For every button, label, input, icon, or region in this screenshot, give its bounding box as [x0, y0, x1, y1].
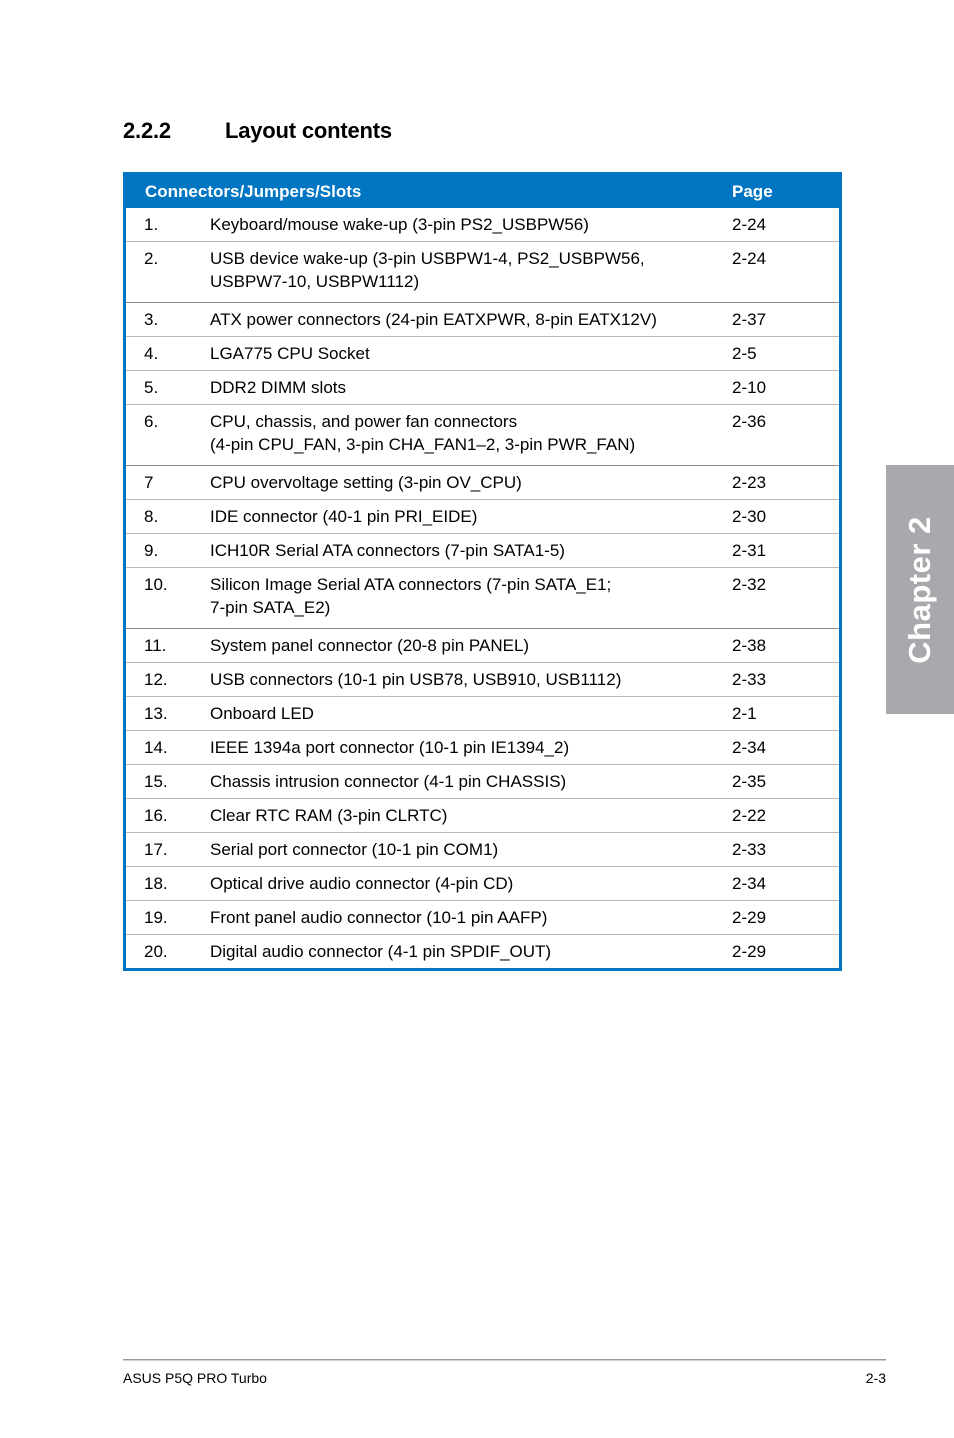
- table-row: [126, 242, 839, 303]
- row-description: [210, 500, 732, 534]
- layout-contents-table: [123, 172, 842, 971]
- row-description-line: IEEE 1394a port connector (10-1 pin IE1394_2): [210, 738, 570, 757]
- row-description: [210, 303, 732, 337]
- row-number: 15.: [126, 765, 210, 799]
- row-description: [210, 765, 732, 799]
- row-page: 2-24: [732, 215, 767, 234]
- row-description-line: Front panel audio connector (10-1 pin AAFP): [210, 908, 548, 927]
- row-description-line: ATX power connectors (24-pin EATXPWR, 8-pin EATX12V): [210, 310, 657, 329]
- row-number: 20.: [126, 935, 210, 969]
- row-description-line: CPU, chassis, and power fan connectors: [210, 412, 518, 431]
- row-description-line: DDR2 DIMM slots: [210, 378, 347, 397]
- row-page: 2-31: [732, 534, 839, 568]
- table-row: [126, 534, 839, 568]
- section-heading: [123, 118, 392, 144]
- row-page: 2-37: [732, 303, 839, 337]
- row-number: 8.: [126, 500, 210, 534]
- row-description: [210, 337, 732, 371]
- row-description: [210, 697, 732, 731]
- table-row: [126, 208, 839, 242]
- row-description-line: Optical drive audio connector (4-pin CD): [210, 874, 514, 893]
- row-number: 19.: [126, 901, 210, 935]
- row-description-line: Onboard LED: [210, 704, 314, 723]
- row-page: 2-34: [732, 867, 839, 901]
- row-description: [210, 568, 732, 629]
- row-description-line: USB connectors (10-1 pin USB78, USB910, USB1112): [210, 670, 622, 689]
- row-number: 18.: [126, 867, 210, 901]
- row-description: [210, 629, 732, 663]
- row-page: 2-5: [732, 337, 839, 371]
- row-description: [210, 833, 732, 867]
- table-row: [126, 765, 839, 799]
- row-number: 6.: [126, 405, 210, 466]
- row-description: [210, 867, 732, 901]
- row-description: [210, 534, 732, 568]
- row-number: 11.: [126, 629, 210, 663]
- footer-product-name: ASUS P5Q PRO Turbo: [123, 1370, 267, 1386]
- row-number: 2.: [126, 242, 210, 303]
- row-description: [210, 799, 732, 833]
- row-description-line: (4-pin CPU_FAN, 3-pin CHA_FAN1–2, 3-pin PWR_FAN): [210, 435, 636, 454]
- table-row: [126, 799, 839, 833]
- table-row: [126, 303, 839, 337]
- row-page: 2-36: [732, 405, 839, 466]
- row-description-line: Keyboard/mouse wake-up (3-pin PS2_USBPW56): [210, 215, 589, 234]
- row-number: 10.: [126, 568, 210, 629]
- section-title: Layout contents: [225, 118, 392, 143]
- row-number: 14.: [126, 731, 210, 765]
- table-row: [126, 663, 839, 697]
- row-description-line: CPU overvoltage setting (3-pin OV_CPU): [210, 473, 522, 492]
- row-page: 2-33: [732, 663, 839, 697]
- table-row: [126, 500, 839, 534]
- row-page: 2-38: [732, 629, 839, 663]
- row-number: 4.: [126, 337, 210, 371]
- row-description-line: Clear RTC RAM (3-pin CLRTC): [210, 806, 448, 825]
- row-description: [210, 935, 732, 969]
- row-page: 2-22: [732, 799, 839, 833]
- row-page: 2-34: [732, 731, 839, 765]
- row-page: 2-29: [732, 935, 839, 969]
- row-description-line: IDE connector (40-1 pin PRI_EIDE): [210, 507, 478, 526]
- row-page: 2-32: [732, 568, 839, 629]
- row-description-line: USB device wake-up (3-pin USBPW1-4, PS2_USBPW56,: [210, 249, 645, 268]
- row-description: [210, 466, 732, 500]
- chapter-tab-label: Chapter 2: [902, 515, 937, 664]
- row-description-line: 7-pin SATA_E2): [210, 598, 331, 617]
- table-row: [126, 568, 839, 629]
- table-row: [126, 935, 839, 969]
- row-description: [210, 242, 732, 303]
- row-description: [210, 371, 732, 405]
- row-description-line: Chassis intrusion connector (4-1 pin CHASSIS): [210, 772, 567, 791]
- row-page: 2-30: [732, 500, 839, 534]
- row-number: 17.: [126, 833, 210, 867]
- footer-page-number: 2-3: [865, 1370, 886, 1386]
- table-header-row: [126, 175, 839, 208]
- table-row: [126, 901, 839, 935]
- section-number: 2.2.2: [123, 118, 171, 143]
- table-row: [126, 833, 839, 867]
- table-row: [126, 697, 839, 731]
- row-number: 9.: [126, 534, 210, 568]
- row-description: [210, 663, 732, 697]
- footer-divider: [123, 1359, 886, 1361]
- row-page: 2-33: [732, 833, 839, 867]
- row-page: 2-29: [732, 901, 839, 935]
- header-page: Page: [732, 175, 839, 208]
- row-page: 2-24: [732, 242, 839, 303]
- table-row: [126, 405, 839, 466]
- row-description-line: Silicon Image Serial ATA connectors (7-pin SATA_E1;: [210, 575, 612, 594]
- row-number: 3.: [126, 303, 210, 337]
- row-description-line: LGA775 CPU Socket: [210, 344, 370, 363]
- row-description: [210, 405, 732, 466]
- row-description: [210, 208, 732, 242]
- row-description-line: System panel connector (20-8 pin PANEL): [210, 636, 530, 655]
- table-row: [126, 337, 839, 371]
- table-row: [126, 867, 839, 901]
- row-number: 1.: [144, 215, 159, 234]
- row-description-line: ICH10R Serial ATA connectors (7-pin SATA1-5): [210, 541, 565, 560]
- row-number: 13.: [126, 697, 210, 731]
- row-description-line: Serial port connector (10-1 pin COM1): [210, 840, 499, 859]
- chapter-tab: [886, 465, 954, 714]
- table-row: [126, 371, 839, 405]
- row-page: 2-23: [732, 466, 839, 500]
- row-number: 7: [126, 466, 210, 500]
- row-page: 2-10: [732, 371, 839, 405]
- row-page: 2-1: [732, 697, 839, 731]
- header-label: Connectors/Jumpers/Slots: [126, 175, 732, 208]
- row-description-line: Digital audio connector (4-1 pin SPDIF_OUT): [210, 942, 552, 961]
- row-number: 5.: [126, 371, 210, 405]
- table-row: [126, 629, 839, 663]
- row-description: [210, 901, 732, 935]
- row-description: [210, 731, 732, 765]
- table-row: [126, 731, 839, 765]
- row-number: 12.: [126, 663, 210, 697]
- table-row: [126, 466, 839, 500]
- row-number: 16.: [126, 799, 210, 833]
- row-page: 2-35: [732, 765, 839, 799]
- table-body: [126, 208, 839, 968]
- row-description-line: USBPW7-10, USBPW1112): [210, 272, 420, 291]
